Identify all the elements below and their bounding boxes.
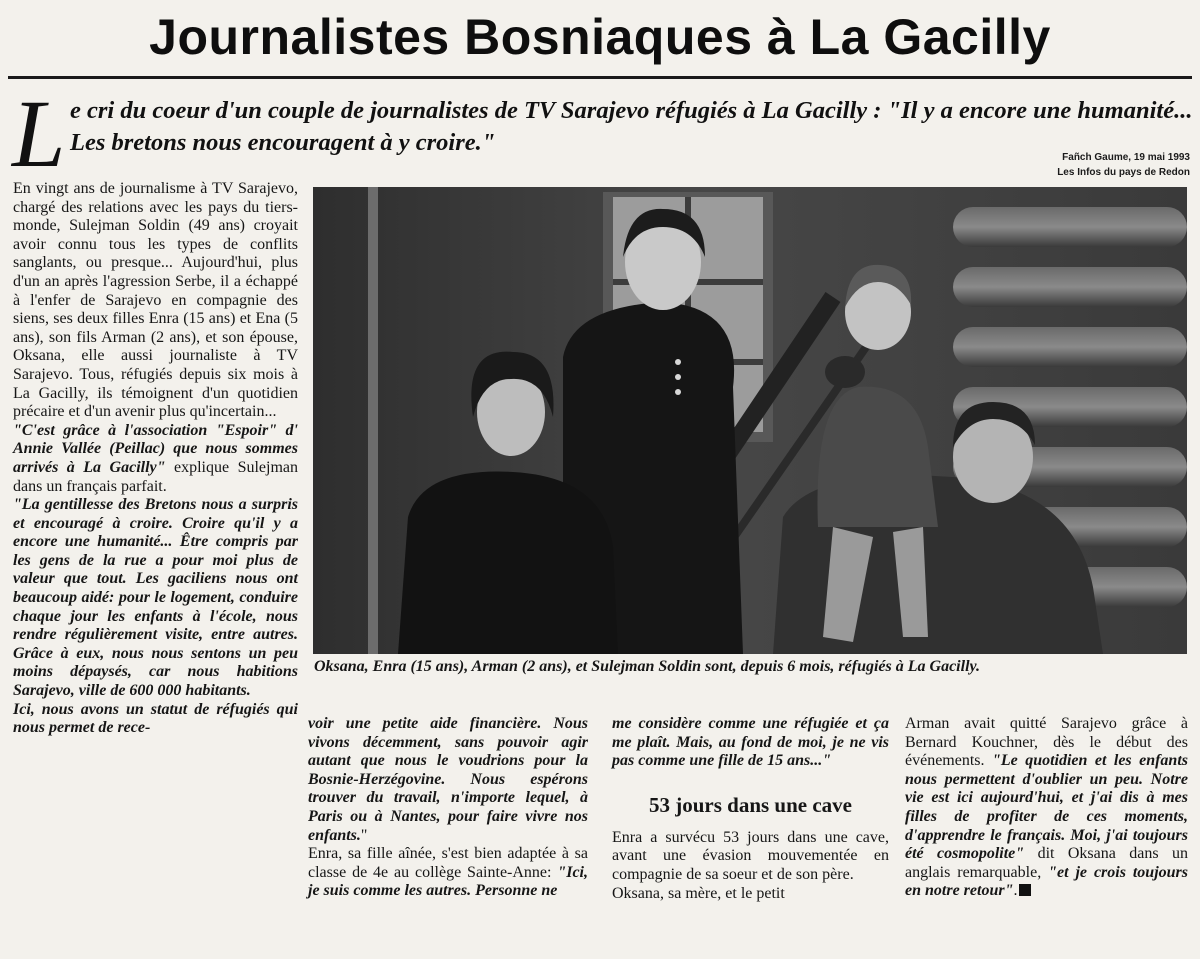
col3-quote-continued: me considère comme une réfugiée et ça me plaît. Mais, au fond de moi, je ne vis pas comme une fille de 15 ans..." xyxy=(612,715,889,770)
col2-quote-continued xyxy=(308,715,588,845)
col1-quote-paragraph xyxy=(13,422,298,496)
col3-paragraph-cave: Enra a survécu 53 jours dans une cave, avant une évasion mouvementée en compagnie de sa soeur et de son père. xyxy=(612,828,889,883)
col4-end-period: . xyxy=(1013,882,1018,900)
col1-quote-attribution: explique Sulejman dans un français parfait. xyxy=(13,458,299,495)
col3-paragraph-oksana: Oksana, sa mère, et le petit xyxy=(612,884,785,902)
column-3 xyxy=(612,715,889,903)
intro-standfirst: e cri du coeur d'un couple de journalistes de TV Sarajevo réfugiés à La Gacilly : "Il y a encore une humanité... Les bretons nous encouragent à y croire." xyxy=(70,97,1193,156)
col4-attribution: dit Oksana dans un anglais remarquable, xyxy=(905,845,1188,881)
column-4 xyxy=(905,715,1188,901)
credit-author-date: Fañch Gaume, 19 mai 1993 xyxy=(1062,152,1190,163)
section-subhead: 53 jours dans une cave xyxy=(648,792,853,817)
family-photo xyxy=(313,187,1187,654)
column-1 xyxy=(13,180,298,738)
credit-publication: Les Infos du pays de Redon xyxy=(1057,167,1190,178)
col4-paragraph xyxy=(905,715,1188,901)
col2-quote-text: voir une petite aide financière. Nous vivons décemment, sans pouvoir agir autant que nous le voudrions pour la Bosnie-Herzégovine. Nous espérons trouver du travail, n'importe lequel, à Paris ou à Nantes, pour faire vivre nos enfants. xyxy=(308,715,588,844)
photo-caption: Oksana, Enra (15 ans), Arman (2 ans), et Sulejman Soldin sont, depuis 6 mois, réfugiés à La Gacilly. xyxy=(314,658,981,675)
col2-paragraph xyxy=(308,845,588,901)
byline-credit xyxy=(1057,150,1190,180)
family-photo-image xyxy=(313,187,1187,654)
column-2 xyxy=(308,715,588,901)
headline: Journalistes Bosniaques à La Gacilly xyxy=(149,9,1051,65)
col2-quote-enra: "Ici, je suis comme les autres. Personne ne xyxy=(308,863,588,900)
col4-paragraph-text: Arman avait quitté Sarajevo grâce à Bernard Kouchner, dès le début des événements. xyxy=(905,715,1188,770)
col1-paragraph: En vingt ans de journalisme à TV Sarajevo, chargé des relations avec les pays du tiers-monde, Sulejman Soldin (49 ans) croyait avoir connu tous les types de conflits sanglants, ou presque... Aujourd'hui, plus d'un an après l'agression Serbe, il a échappé à l'enfer de Sarajevo en compagnie des siens, ses deux filles Enra (15 ans) et Ena (5 ans), son fils Arman (2 ans), et son épouse, Oksana, elle aussi journaliste à TV Sarajevo. Tous, réfugiés depuis six mois à La Gacilly, ils témoignent d'un quotidien précaire et d'un avenir plus qu'incertain... xyxy=(13,180,298,421)
col4-quote-retour: "et je crois toujours en notre retour" xyxy=(905,863,1188,900)
end-of-article-mark xyxy=(1019,884,1031,896)
col1-quote-statut: Ici, nous avons un statut de réfugiés qui nous permet de rece- xyxy=(13,700,298,737)
col1-quote-bretons: "La gentillesse des Bretons nous a surpris et encouragé à croire. Croire qu'il y a encore une humanité... Être compris par les gens de la rue a pour moi plus de valeur que tout. Les gaciliens nous ont beaucoup aidé: pour le logement, conduire chaque jour les enfants à l'école, nous rendre régulièrement visite, entre autres. Grâce à eux, nous nous sentons un peu moins dépaysés, car nous habitions Sarajevo, ville de 600 000 habitants. xyxy=(13,496,298,700)
headline-rule xyxy=(8,76,1192,79)
col1-quote: "C'est grâce à l'association "Espoir" d' Annie Vallée (Peillac) que nous sommes arrivés à La Gacilly" xyxy=(13,421,298,476)
col2-paragraph-text: Enra, sa fille aînée, s'est bien adaptée à sa classe de 4e au collège Sainte-Anne: xyxy=(308,845,588,881)
col2-quote-close: " xyxy=(360,826,368,844)
intro-dropcap: L xyxy=(12,80,66,187)
col4-quote-quotidien: "Le quotidien et les enfants nous permettent d'oublier un peu. Notre vie est ici aujourd'hui, et j'ai dis à mes filles de profiter de ces moments, d'apprendre le français. Moi, j'ai toujours été cosmopolite" xyxy=(905,752,1188,863)
